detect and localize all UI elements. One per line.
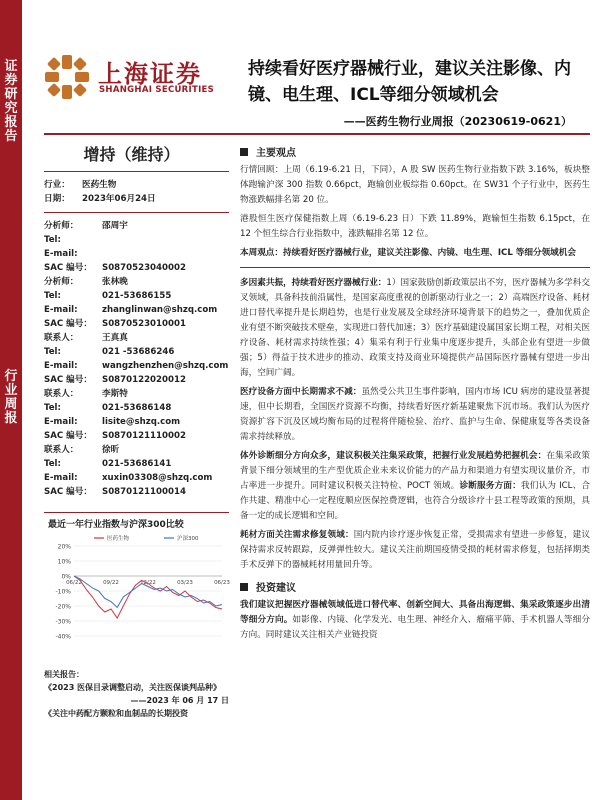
analyst-row xyxy=(44,471,229,485)
chart-svg xyxy=(44,532,230,652)
lead-text: 耗材方面关注需求修复领域： xyxy=(240,530,354,540)
analyst-row xyxy=(44,415,229,429)
y-tick-label: 10% xyxy=(57,558,71,566)
analyst-value: 徐昕 xyxy=(102,445,120,455)
para-multi-factor xyxy=(240,276,590,381)
para-consumables xyxy=(240,528,590,573)
analyst-row xyxy=(44,219,229,233)
date-row xyxy=(44,192,229,206)
related-heading: 相关报告： xyxy=(44,670,84,679)
section-title: 主要观点 xyxy=(256,148,296,159)
section-header-advice xyxy=(240,579,590,594)
x-tick-label: 12/22 xyxy=(140,580,156,586)
analyst-key: 分析师： xyxy=(44,221,79,231)
analyst-key: E-mail: xyxy=(44,305,78,315)
lead-text: 我们建议把握医疗器械领域低进口替代率、创新空间大、具备出海逻辑、集采政策逐步出清等细分方向。 xyxy=(240,600,590,625)
analyst-row xyxy=(44,387,229,401)
analyst-value[interactable]: zhanglinwan@shzq.com xyxy=(102,305,218,315)
analyst-row xyxy=(44,233,229,247)
analyst-key: SAC 编号： xyxy=(44,487,92,497)
para-text: 持续看好医疗器械行业，建议关注影像、内镜、电生理、ICL 等细分领域机会 xyxy=(282,248,576,258)
date-label: 日期： xyxy=(44,194,70,204)
para-equipment xyxy=(240,385,590,445)
brand-name-cn: 上海证券 xyxy=(98,59,202,88)
analyst-value: S0870121110002 xyxy=(102,431,186,441)
industry-row xyxy=(44,178,229,192)
analyst-key: E-mail: xyxy=(44,361,78,371)
analyst-row xyxy=(44,359,229,373)
analyst-value[interactable]: wangzhenzhen@shzq.com xyxy=(102,361,229,371)
analyst-row xyxy=(44,457,229,471)
industry-value: 医药生物 xyxy=(82,180,117,190)
analyst-value: 021 -53686246 xyxy=(102,347,175,357)
analyst-key: 分析师： xyxy=(44,277,79,287)
analyst-row xyxy=(44,485,229,499)
x-tick-label: 06/23 xyxy=(214,580,230,586)
rating-divider xyxy=(44,171,229,172)
analyst-key: SAC 编号： xyxy=(44,319,92,329)
info-divider xyxy=(44,212,229,213)
report-title: 持续看好医疗器械行业，建议关注影像、内镜、电生理、ICL等细分领域机会 xyxy=(248,59,571,105)
analyst-key: Tel: xyxy=(44,403,61,413)
chart-divider xyxy=(44,512,229,513)
para-text: 1）国家鼓励创新政策层出不穷，医疗器械为多学科交叉领域，具备科技前沿属性，是国家高度重视的创新驱动行业之一；2）高端医疗设备、耗材进口替代率提升是长期趋势，也是行业发展及全球经济环境背景下的趋势之一，叠加优质企业有望不断突破技术壁垒，实现进口替代加速；3）医疗基础建设属国家长期工程，对相关医疗设备、耗材需求持续性强；4）集采有利于行业集中度逐步提升，头部企业有望进一步做强；5）得益于技术进步的推动、政策支持及商业环境提供产品国际医疗器械有望进一步出海，空间广阔。 xyxy=(240,278,590,378)
analyst-value: 李斯特 xyxy=(102,389,128,399)
para-market-review: 行情回顾：上周（6.19-6.21 日，下同），A 股 SW 医药生物行业指数下跌 3.16%，板块整体跑输沪深 300 指数 0.66pct，跑输创业板综指 0.60pct。在 SW31 个子行业中，医药生物涨跌幅排名第 20 位。 xyxy=(240,165,590,205)
analyst-key: E-mail: xyxy=(44,473,78,483)
related-item-2[interactable]: 《关注中药配方颗粒和血制品的长期投资 xyxy=(44,709,188,718)
y-tick-label: -10% xyxy=(55,588,71,596)
industry-label: 行业： xyxy=(44,180,70,190)
analyst-list xyxy=(44,219,229,499)
analyst-value[interactable]: lisite@shzq.com xyxy=(102,417,181,427)
para-hk-market: 港股恒生医疗保健指数上周（6.19-6.23 日）下跌 11.89%，跑输恒生指数 6.15pct，在 12 个恒生综合行业指数中，涨跌幅排名第 12 位。 xyxy=(240,214,590,239)
analyst-value: 张林晚 xyxy=(102,277,128,287)
analyst-key: 联系人： xyxy=(44,389,79,399)
analyst-row xyxy=(44,289,229,303)
sidebar-label-top: 证 券 研 究 报 告 xyxy=(4,59,18,144)
analyst-value: S0870523010001 xyxy=(102,319,186,329)
analyst-value[interactable] xyxy=(102,247,229,261)
analyst-row xyxy=(44,429,229,443)
date-value: 2023年06月24日 xyxy=(82,194,156,204)
bullet-square-icon xyxy=(240,583,248,591)
chart-title: 最近一年行业指数与沪深300比较 xyxy=(48,520,184,530)
y-tick-label: 20% xyxy=(57,543,71,551)
lead-text: 体外诊断细分方向众多，建议积极关注集采政策，把握行业发展趋势把握机会： xyxy=(240,451,547,461)
bullet-square-icon xyxy=(240,148,248,156)
analyst-row xyxy=(44,261,229,275)
legend-label: 医药生物 xyxy=(107,536,130,542)
analyst-key: 联系人： xyxy=(44,445,79,455)
analyst-key: SAC 编号： xyxy=(44,431,92,441)
y-tick-label: 0% xyxy=(61,573,71,581)
y-tick-label: -30% xyxy=(55,618,71,626)
analyst-row xyxy=(44,317,229,331)
related-reports xyxy=(44,668,229,720)
analyst-value: 021-53686155 xyxy=(102,291,172,301)
info-column xyxy=(44,138,229,499)
lead-text: 医疗设备方面中长期需求不减： xyxy=(240,387,362,397)
analyst-value xyxy=(102,233,229,247)
report-subtitle: ——医药生物行业周报（20230619-0621） xyxy=(343,115,572,128)
para-text: 虽然受公共卫生事件影响，国内市场 ICU 病房的建设显著提速，但中长期看，全国医疗资源不均衡，持续看好医疗新基建聚焦下沉市场。我们认为医疗资源扩容下沉及区域均衡布局的过程将伴随检验、治疗、监护与生命、保健康复等各类设备需求持续释放。 xyxy=(240,387,590,442)
para-investment xyxy=(240,598,590,643)
rating: 增持（维持） xyxy=(83,145,180,164)
analyst-key: SAC 编号： xyxy=(44,263,92,273)
para-ivd xyxy=(240,449,590,524)
para-text: 在集采政策背景下细分领域里的生产型优质企业未来议价能力的产品力和渠道力有望实现议量价齐，市占率进一步提升。同时建议积极关注特检、POCT 领域。 xyxy=(240,451,590,491)
analyst-key: E-mail: xyxy=(44,417,78,427)
sidebar xyxy=(0,0,22,800)
lead-text: 多因素共振，持续看好医疗器械行业： xyxy=(240,278,387,288)
para-text: 国内院内诊疗逐步恢复正常，受损需求有望进一步修复，建议保持需求反转跟踪，反弹弹性较大。建议关注前期国疫情受损的耗材需求修复，包括择期类手术反弹下的器械耗材用量回升等。 xyxy=(240,530,590,570)
related-item-1-date: ——2023 年 06 月 17 日 xyxy=(130,696,229,705)
analyst-row xyxy=(44,275,229,289)
brand-name-en: SHANGHAI SECURITIES xyxy=(99,85,215,95)
header-divider xyxy=(44,133,590,135)
section-header-views xyxy=(240,144,590,159)
analyst-row xyxy=(44,247,229,261)
analyst-row xyxy=(44,331,229,345)
analyst-value: 021-53686141 xyxy=(102,459,172,469)
analyst-key: Tel: xyxy=(44,459,61,469)
y-tick-label: -40% xyxy=(55,633,71,641)
analyst-row xyxy=(44,345,229,359)
analyst-value: S0870122020012 xyxy=(102,375,186,385)
analyst-value: 邵周宇 xyxy=(102,221,128,231)
analyst-key: SAC 编号： xyxy=(44,375,92,385)
para-text: 我们认为 ICL、合作共建、精准中心一定程度顺应医保控费逻辑，也符合分级诊疗十县工程等政策的预期，具备一定的成长逻辑和空间。 xyxy=(240,481,590,521)
index-chart xyxy=(44,517,234,657)
section-divider xyxy=(240,267,590,268)
analyst-value: S0870523040002 xyxy=(102,263,186,273)
brand-logo xyxy=(44,52,244,102)
analyst-value: 021-53686148 xyxy=(102,403,172,413)
analyst-value[interactable]: xuxin03308@shzq.com xyxy=(102,473,213,483)
lead-text: 本周观点： xyxy=(240,248,283,258)
analyst-row xyxy=(44,443,229,457)
para-weekly-view xyxy=(240,246,590,261)
x-tick-label: 03/23 xyxy=(177,580,193,586)
para-text: 如影像、内镜、化学发光、电生理、神经介入、瘤痛平筛、手术机器人等细分方向。同时建议关注相关产业链投资 xyxy=(240,615,590,640)
analyst-value: S0870121100014 xyxy=(102,487,186,497)
sidebar-label-mid: 行 业 周 报 xyxy=(4,369,18,426)
analyst-key: Tel: xyxy=(44,291,61,301)
related-item-1[interactable]: 《2023 医保目录调整启动，关注医保谈判品种》 xyxy=(44,683,222,692)
analyst-row xyxy=(44,373,229,387)
legend-label: 沪深300 xyxy=(177,536,199,542)
x-tick-label: 09/22 xyxy=(103,580,119,586)
lead-text: 诊断服务方面： xyxy=(459,481,522,491)
x-tick-label: 06/22 xyxy=(66,580,82,586)
y-tick-label: -20% xyxy=(55,603,71,611)
main-content xyxy=(240,138,590,647)
section-title: 投资建议 xyxy=(256,583,296,594)
brand-mark-icon xyxy=(44,54,90,100)
analyst-key: E-mail: xyxy=(44,249,78,259)
analyst-key: Tel: xyxy=(44,235,61,245)
analyst-key: Tel: xyxy=(44,347,61,357)
analyst-value: 王真真 xyxy=(102,333,128,343)
analyst-row xyxy=(44,303,229,317)
analyst-key: 联系人： xyxy=(44,333,79,343)
analyst-row xyxy=(44,401,229,415)
